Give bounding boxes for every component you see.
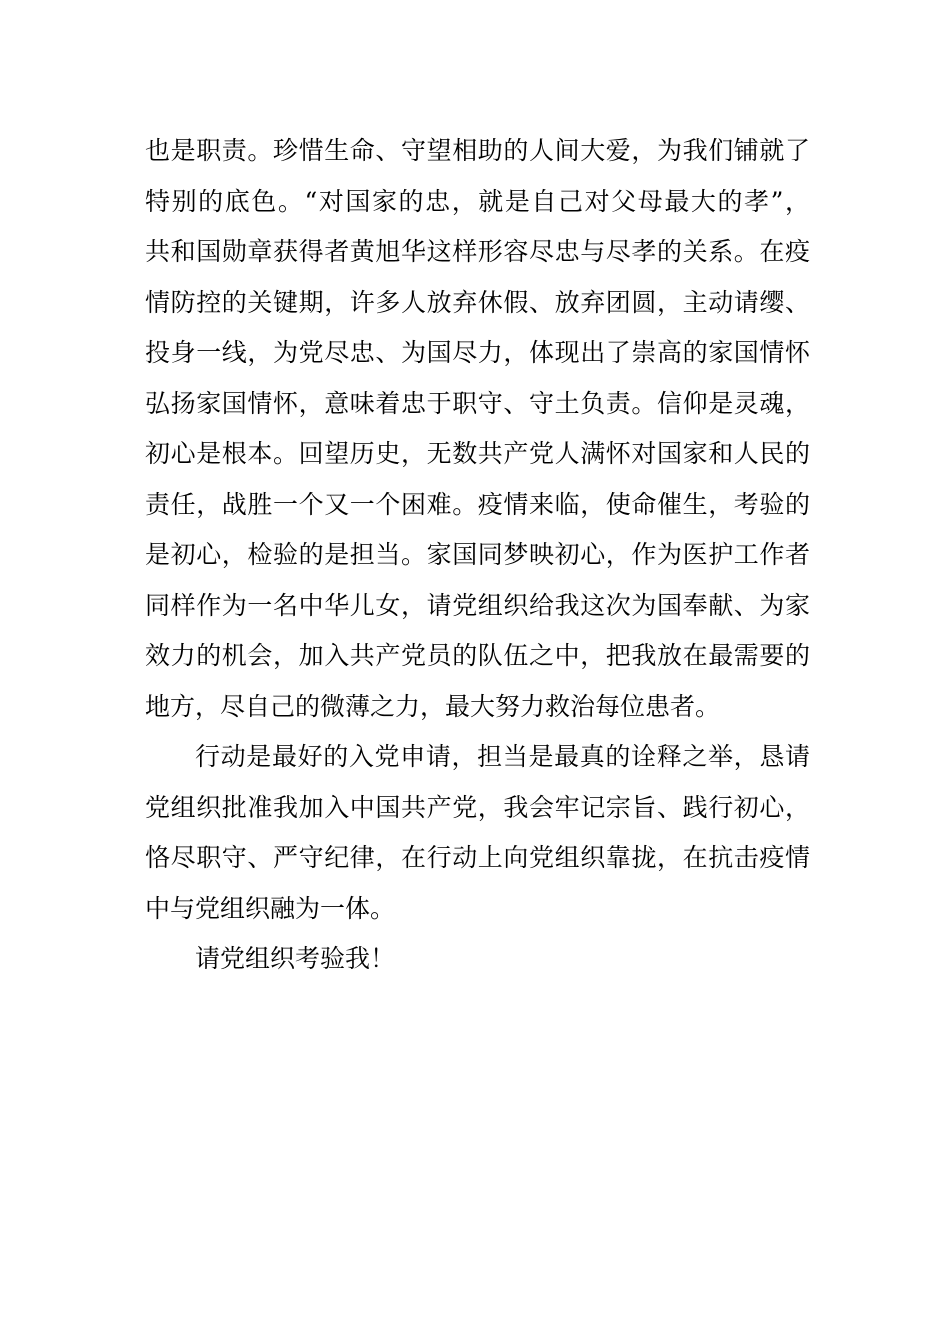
paragraph-1-line-7: 初心是根本。回望历史，无数共产党人满怀对国家和人民的 — [145, 439, 810, 468]
paragraph-1-line-6: 弘扬家国情怀，意味着忠于职守、守土负责。信仰是灵魂， — [145, 388, 810, 418]
paragraph-3-line-1: 请党组织考验我！ — [195, 944, 396, 973]
paragraph-1-line-5: 投身一线，为党尽忠、为国尽力，体现出了崇高的家国情怀 — [145, 338, 810, 367]
paragraph-2-line-2: 党组织批准我加入中国共产党，我会牢记宗旨、践行初心， — [145, 792, 810, 822]
paragraph-2-line-3: 恪尽职守、严守纪律，在行动上向党组织靠拢，在抗击疫情 — [145, 843, 810, 872]
paragraph-1-line-4: 情防控的关键期，许多人放弃休假、放弃团圆，主动请缨、 — [145, 287, 810, 317]
paragraph-1-line-8: 责任，战胜一个又一个困难。疫情来临，使命催生，考验的 — [145, 489, 810, 519]
paragraph-1-line-11: 效力的机会，加入共产党员的队伍之中，把我放在最需要的 — [145, 641, 810, 670]
paragraph-1-line-9: 是初心，检验的是担当。家国同梦映初心，作为医护工作者 — [145, 540, 810, 569]
paragraph-1-line-3: 共和国勋章获得者黄旭华这样形容尽忠与尽孝的关系。在疫 — [145, 237, 810, 266]
paragraph-1-line-12: 地方，尽自己的微薄之力，最大努力救治每位患者。 — [145, 691, 721, 721]
paragraph-1-line-10: 同样作为一名中华儿女，请党组织给我这次为国奉献、为家 — [145, 590, 810, 620]
paragraph-1-line-2: 特别的底色。“对国家的忠，就是自己对父母最大的孝”， — [145, 186, 810, 216]
paragraph-1-line-1: 也是职责。珍惜生命、守望相助的人间大爱，为我们铺就了 — [145, 136, 810, 165]
paragraph-2-line-1: 行动是最好的入党申请，担当是最真的诠释之举，恳请 — [195, 742, 810, 771]
document-body — [145, 126, 810, 985]
paragraph-2-line-4: 中与党组织融为一体。 — [145, 893, 396, 923]
